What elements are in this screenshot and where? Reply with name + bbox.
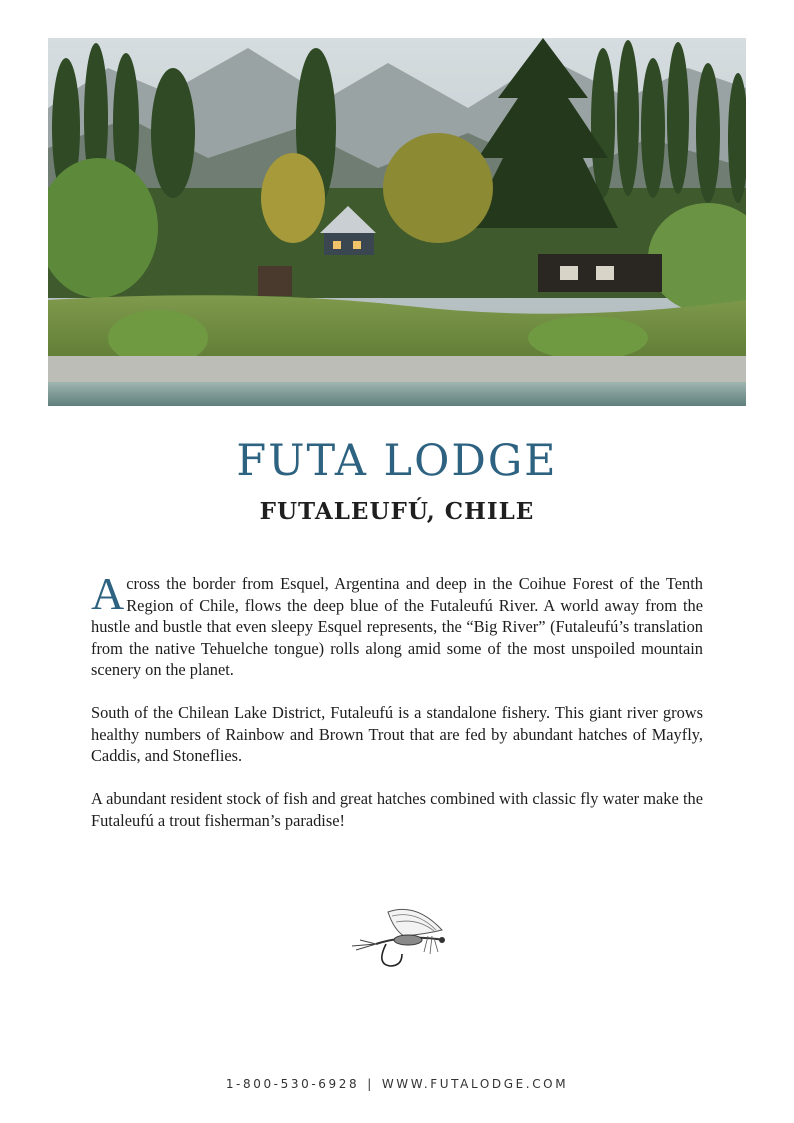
hero-photo: [48, 38, 746, 406]
page-title: FUTA LODGE: [236, 436, 558, 486]
paragraph-fishery: South of the Chilean Lake District, Futaleufú is a standalone fishery. This giant river grows healthy numbers of Rainbow and Brown Trout that are fed by abundant hatches of Mayfly, Caddis, and Stoneflies.: [91, 703, 703, 765]
footer-separator: |: [367, 1077, 374, 1091]
fly-lure-icon: [346, 900, 450, 970]
page-subtitle: FUTALEUFÚ, CHILE: [259, 498, 535, 525]
paragraph-paradise: A abundant resident stock of fish and great hatches combined with classic fly water make the Futaleufú a trout fisherman’s paradise!: [91, 789, 703, 830]
lodge-landscape-illustration: [48, 38, 746, 406]
phone-number[interactable]: 1-800-530-6928: [225, 1077, 360, 1091]
website-link[interactable]: WWW.FUTALODGE.COM: [381, 1077, 569, 1091]
footer-contact: [0, 1077, 794, 1091]
paragraph-intro-text: cross the border from Esquel, Argentina and deep in the Coihue Forest of the Tenth Region of Chile, flows the deep blue of the Futaleufú River. A world away from the hustle and bustle that even sleepy Esquel represents, the “Big River” (Futaleufú’s translation from the native Tehuelche tongue) rolls along amid some of the most unspoiled mountain scenery on the planet.: [91, 574, 703, 679]
paragraph-intro: [91, 568, 703, 681]
drop-cap: A: [91, 568, 125, 619]
body-text: [91, 568, 703, 853]
